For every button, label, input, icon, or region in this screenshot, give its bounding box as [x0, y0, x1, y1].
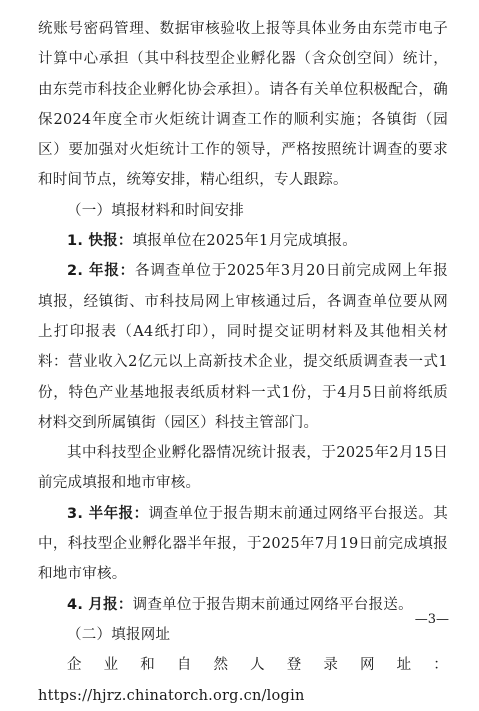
- item-heading: 1. 快报：: [67, 233, 133, 250]
- document-body: [38, 14, 448, 711]
- paragraph-text: 调查单位于报告期末前通过网络平台报送。其中，科技型企业孵化器半年报，于2025年7月19日前完成填报和地市审核。: [38, 505, 448, 583]
- paragraph-text: 其中科技型企业孵化器情况统计报表，于2025年2月15日前完成填报和地市审核。: [38, 445, 448, 492]
- item-heading: 3. 半年报：: [67, 505, 149, 522]
- page-number: —3—: [414, 612, 449, 627]
- paragraph-text: （二）填报网址: [67, 626, 171, 643]
- paragraph-quick-report: [38, 226, 448, 256]
- paragraph-incubator-report: [38, 438, 448, 499]
- paragraph-login-url: [38, 650, 448, 711]
- item-heading: 2. 年报：: [67, 263, 136, 280]
- paragraph-monthly-report: [38, 590, 448, 620]
- paragraph-text: 填报单位在2025年1月完成填报。: [132, 233, 358, 250]
- paragraph-text: 各调查单位于2025年3月20日前完成网上年报填报，经镇街、市科技局网上审核通过后，各调查单位要从网上打印报表（A4纸打印），同时提交证明材料及其他相关材料：营业收入2亿元以上高新技术企业，提交纸质调查表一式1份，特色产业基地报表纸质材料一式1份，于4月5日前将纸质材料交到所属镇街（园区）科技主管部门。: [38, 263, 448, 431]
- paragraph-text: 调查单位于报告期末前通过网络平台报送。: [132, 596, 413, 613]
- paragraph-text: （一）填报材料和时间安排: [67, 202, 244, 219]
- paragraph-half-year-report: [38, 499, 448, 590]
- item-heading: 4. 月报：: [67, 596, 133, 613]
- paragraph-text: 统账号密码管理、数据审核验收上报等具体业务由东莞市电子计算中心承担（其中科技型企业孵化器（含众创空间）统计，由东莞市科技企业孵化协会承担）。请各有关单位积极配合，确保2024年度全市火炬统计调查工作的顺利实施；各镇街（园区）要加强对火炬统计工作的领导，严格按照统计调查的要求和时间节点，统筹安排，精心组织，专人跟踪。: [38, 21, 448, 189]
- paragraph-text: 企业和自然人登录网址：https://hjrz.chinatorch.org.cn/login: [38, 657, 448, 704]
- paragraph-annual-report: [38, 256, 448, 438]
- section-heading-website: [38, 620, 448, 650]
- section-heading-materials: [38, 196, 448, 226]
- paragraph-intro: [38, 14, 448, 196]
